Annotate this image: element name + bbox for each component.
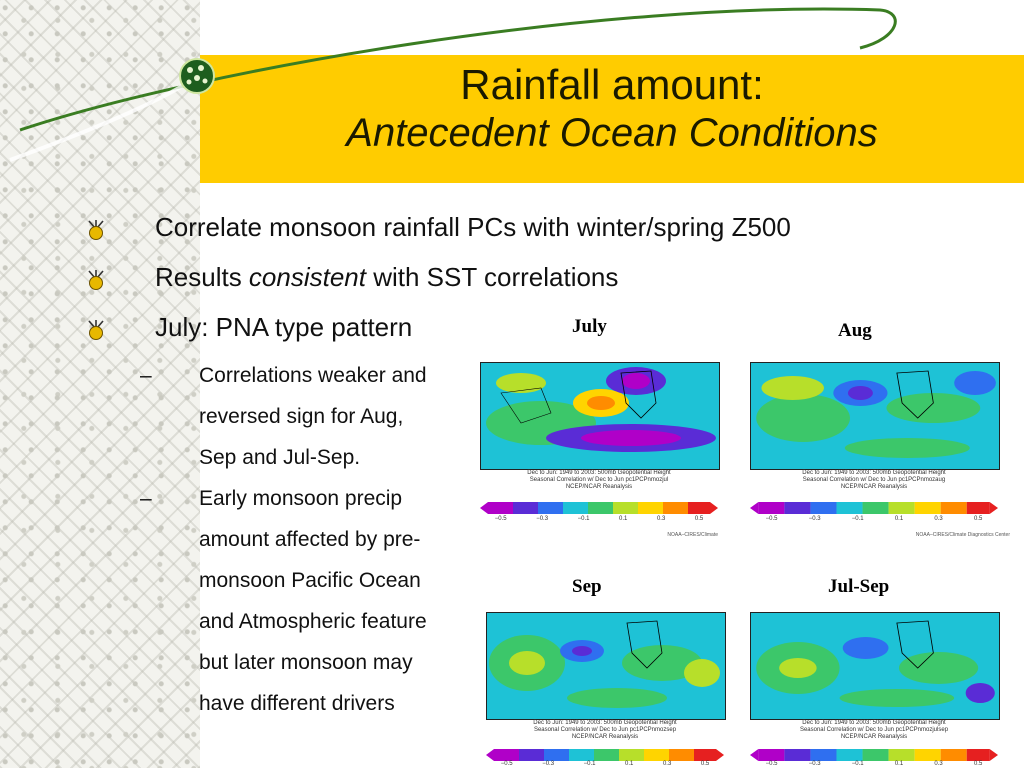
- map-label-aug: Aug: [838, 320, 872, 341]
- slide-title: [200, 62, 1024, 158]
- bullet-list: [85, 212, 885, 362]
- map-caption: Dec to Jun: 1949 to 2003: 500mb Geopotential Height Seasonal Correlation w/ Dec to Jun pc1PCPnmozsep NCEP/NCAR Reanalysis: [533, 720, 677, 740]
- sub-bullet-line: reversed sign for Aug,: [199, 405, 404, 428]
- map-credit: NOAA–CIRES/Climate: [667, 532, 718, 538]
- colorbar-ticks: −0.5 −0.3 −0.1 0.1 0.3 0.5: [765, 516, 983, 522]
- map-image: [750, 362, 1000, 470]
- sub-bullet-line: but later monsoon may: [199, 651, 413, 674]
- sub-bullet-line: Sep and Jul-Sep.: [199, 446, 361, 469]
- sub-bullet-dash: –: [140, 487, 152, 510]
- bullet-item: [85, 262, 885, 312]
- sub-bullet-line: amount affected by pre-: [199, 528, 421, 551]
- map-caption: Dec to Jun: 1949 to 2003: 500mb Geopotential Height Seasonal Correlation w/ Dec to Jun pc1PCPnmozjulsep NCEP/NCAR Reanalysis: [799, 720, 949, 740]
- sub-bullet-line: have different drivers: [199, 692, 395, 715]
- sub-bullet-dash: –: [140, 364, 152, 387]
- title-line-1: Rainfall amount:: [460, 61, 764, 108]
- sub-bullet-line: Correlations weaker and: [199, 364, 427, 387]
- bullet-icon: [85, 218, 107, 242]
- colorbar-ticks: −0.5 −0.3 −0.1 0.1 0.3 0.5: [494, 516, 704, 522]
- correlation-map-aug: [750, 362, 1010, 552]
- map-image: [486, 612, 726, 720]
- bullet-icon: [85, 318, 107, 342]
- sub-bullet-line: monsoon Pacific Ocean: [199, 569, 421, 592]
- bullet-text: Correlate monsoon rainfall PCs with winter/spring Z500: [155, 212, 791, 242]
- bullet-item: [85, 212, 885, 262]
- colorbar: [750, 749, 998, 761]
- colorbar-ticks: −0.5 −0.3 −0.1 0.1 0.3 0.5: [500, 761, 710, 767]
- title-line-2: Antecedent Ocean Conditions: [346, 111, 878, 155]
- map-label-sep: Sep: [572, 576, 602, 597]
- correlation-map-sep: [486, 612, 724, 767]
- map-image: [480, 362, 720, 470]
- map-caption: Dec to Jun: 1949 to 2003: 500mb Geopotential Height Seasonal Correlation w/ Dec to Jun pc1PCPnmozjul NCEP/NCAR Reanalysis: [527, 470, 671, 490]
- bullet-text: July: PNA type pattern: [155, 312, 413, 342]
- map-caption: Dec to Jun: 1949 to 2003: 500mb Geopotential Height Seasonal Correlation w/ Dec to Jun pc1PCPnmozaug NCEP/NCAR Reanalysis: [802, 470, 946, 490]
- correlation-map-july: [480, 362, 718, 552]
- correlation-map-jul-sep: [750, 612, 1010, 767]
- colorbar: [486, 749, 724, 761]
- colorbar: [750, 502, 998, 514]
- map-label-jul-sep: Jul-Sep: [828, 576, 890, 597]
- sub-bullet-line: Early monsoon precip: [199, 487, 403, 510]
- colorbar-ticks: −0.5 −0.3 −0.1 0.1 0.3 0.5: [765, 761, 983, 767]
- sub-bullet-line: and Atmospheric feature: [199, 610, 427, 633]
- colorbar: [480, 502, 718, 514]
- bullet-icon: [85, 268, 107, 292]
- bullet-text: Results consistent with SST correlations: [155, 262, 619, 292]
- map-label-july: July: [572, 316, 607, 337]
- map-credit: NOAA–CIRES/Climate Diagnostics Center: [915, 532, 1010, 538]
- map-image: [750, 612, 1000, 720]
